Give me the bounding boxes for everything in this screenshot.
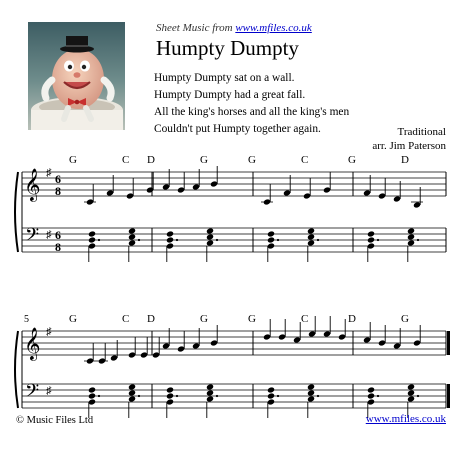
time-signature-denominator: 8 <box>55 184 61 198</box>
bass-note <box>407 233 415 240</box>
bass-note <box>267 236 275 243</box>
bass-note <box>307 227 315 234</box>
bass-note <box>88 230 96 237</box>
dot <box>317 239 319 241</box>
chord-symbol: D <box>147 313 155 325</box>
chord-symbol: G <box>348 154 356 166</box>
arranger-credit: arr. Jim Paterson <box>372 140 446 152</box>
lyric-line: All the king's horses and all the king's men <box>154 106 350 118</box>
dot <box>277 395 279 397</box>
bass-note <box>128 389 136 396</box>
chord-symbol: C <box>301 154 309 166</box>
origin-credit: Traditional <box>397 126 446 138</box>
bass-note <box>166 230 174 237</box>
chord-symbol: G <box>69 313 77 325</box>
chord-symbol: G <box>248 313 256 325</box>
source-link[interactable]: www.mfiles.co.uk <box>235 22 312 34</box>
bass-note <box>407 227 415 234</box>
bass-note <box>166 392 174 399</box>
bass-note <box>128 227 136 234</box>
bass-note <box>166 236 174 243</box>
chord-symbol: C <box>301 313 309 325</box>
bass-note <box>206 233 214 240</box>
time-signature-numerator: 6 <box>55 172 61 186</box>
key-signature-sharp: ♯ <box>46 385 52 397</box>
chord-symbol: D <box>348 313 356 325</box>
bass-note <box>307 383 315 390</box>
bass-note <box>267 392 275 399</box>
bass-note <box>407 239 415 246</box>
chord-symbol: D <box>401 154 409 166</box>
time-signature-denominator: 8 <box>55 240 61 254</box>
bass-note <box>128 239 136 246</box>
dot <box>98 395 100 397</box>
measure-number: 5 <box>24 314 29 325</box>
dot <box>377 395 379 397</box>
time-signature-numerator: 6 <box>55 228 61 242</box>
bass-note <box>407 383 415 390</box>
bass-note <box>307 395 315 402</box>
chord-symbol: G <box>200 154 208 166</box>
lyric-line: Humpty Dumpty sat on a wall. <box>154 72 295 84</box>
dot <box>277 239 279 241</box>
chord-symbol: C <box>122 154 130 166</box>
bass-clef: 𝄢 <box>25 380 40 405</box>
bass-note <box>367 230 375 237</box>
treble-clef: 𝄞 <box>24 170 41 201</box>
bass-note <box>206 395 214 402</box>
source-prefix: Sheet Music from <box>156 22 236 34</box>
dot <box>138 395 140 397</box>
chord-symbol: D <box>147 154 155 166</box>
lyric-line: Couldn't put Humpty together again. <box>154 123 321 135</box>
bass-note <box>367 392 375 399</box>
chord-symbol: G <box>248 154 256 166</box>
system-brace <box>15 172 18 252</box>
dot <box>176 239 178 241</box>
bass-note <box>267 230 275 237</box>
bass-note <box>307 239 315 246</box>
bass-note <box>88 236 96 243</box>
dot <box>417 395 419 397</box>
bass-note <box>88 386 96 393</box>
dot <box>138 239 140 241</box>
bass-note <box>206 389 214 396</box>
chord-symbol: C <box>122 313 130 325</box>
key-signature-sharp: ♯ <box>46 167 52 179</box>
system-brace <box>15 331 18 408</box>
bass-note <box>367 386 375 393</box>
bass-note <box>367 236 375 243</box>
bass-note <box>407 395 415 402</box>
final-barline <box>447 331 450 355</box>
bass-note <box>206 239 214 246</box>
bass-note <box>206 383 214 390</box>
footer-website-link[interactable]: www.mfiles.co.uk <box>365 413 446 425</box>
dot <box>98 239 100 241</box>
lyric-line: Humpty Dumpty had a great fall. <box>154 89 306 101</box>
bass-note <box>166 386 174 393</box>
bass-note <box>267 386 275 393</box>
copyright: © Music Files Ltd <box>16 415 94 426</box>
dot <box>417 239 419 241</box>
chord-symbol: G <box>200 313 208 325</box>
dot <box>176 395 178 397</box>
key-signature-sharp: ♯ <box>46 326 52 338</box>
bass-note <box>88 392 96 399</box>
dot <box>317 395 319 397</box>
chord-symbol: G <box>401 313 409 325</box>
dot <box>216 395 218 397</box>
song-title: Humpty Dumpty <box>156 36 299 60</box>
bass-note <box>128 233 136 240</box>
bass-note <box>307 389 315 396</box>
dot <box>377 239 379 241</box>
dot <box>216 239 218 241</box>
chord-symbol: G <box>69 154 77 166</box>
bass-note <box>128 395 136 402</box>
bass-clef: 𝄢 <box>25 224 40 249</box>
final-barline <box>447 384 450 408</box>
bass-note <box>128 383 136 390</box>
bass-note <box>307 233 315 240</box>
bass-note <box>407 389 415 396</box>
bass-note <box>206 227 214 234</box>
key-signature-sharp: ♯ <box>46 229 52 241</box>
treble-clef: 𝄞 <box>24 329 41 360</box>
